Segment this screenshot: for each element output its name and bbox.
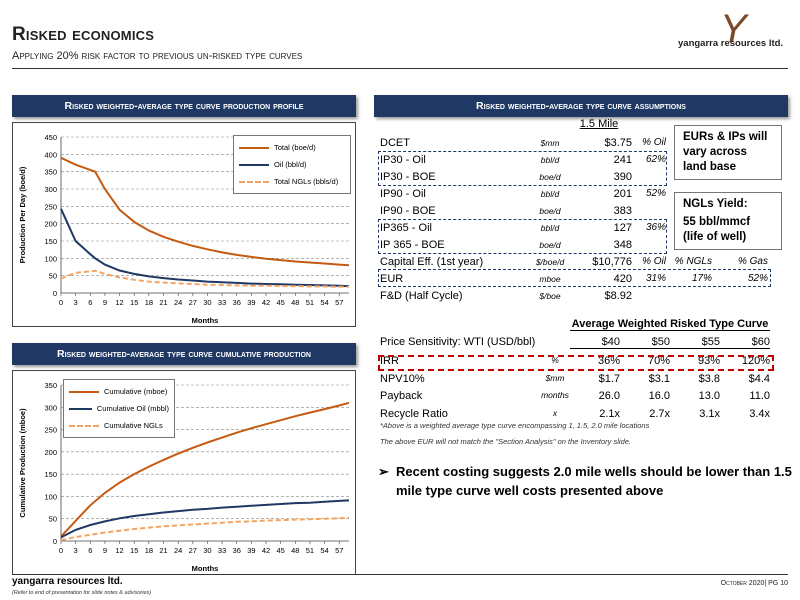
x-tick-label: 24	[173, 546, 183, 555]
assumptions-panel-header: Risked weighted-average type curve assumptions	[374, 95, 788, 117]
ip30-box	[378, 151, 667, 186]
assumption-label: IP30 - Oil	[380, 153, 426, 166]
x-tick-label: 39	[247, 298, 256, 307]
assumption-c1: % Oil	[642, 256, 666, 267]
sensitivity-value: 16.0	[648, 390, 670, 402]
x-tick-label: 45	[276, 298, 285, 307]
x-tick-label: 54	[320, 298, 329, 307]
sensitivity-label: Recycle Ratio	[380, 407, 448, 420]
production-panel-header: Risked weighted-average type curve production profile	[12, 95, 356, 117]
x-tick-label: 51	[305, 546, 315, 555]
note-eur: The above EUR will not match the "Section Analysis" on the Inventory slide.	[380, 437, 632, 446]
sensitivity-value: $1.7	[598, 372, 620, 385]
y-tick-label: 150	[44, 470, 57, 480]
x-tick-label: 21	[159, 546, 168, 555]
x-tick-label: 18	[144, 546, 154, 555]
assumption-c3: 52%	[747, 273, 768, 284]
eurs-callout: EURs & IPs will vary across land base	[674, 125, 782, 180]
assumption-value: 383	[613, 204, 632, 217]
x-tick-label: 6	[88, 546, 93, 555]
sensitivity-value: $3.8	[698, 372, 720, 385]
cumulative-chart	[12, 370, 356, 575]
x-tick-label: 36	[232, 298, 241, 307]
ngl-callout	[674, 192, 782, 250]
legend-cum-oil: Cumulative Oil (mbbl)	[69, 400, 169, 417]
assumption-unit: boe/d	[539, 171, 561, 182]
sensitivity-unit: x	[552, 407, 558, 418]
legend-oil: Oil (bbl/d)	[239, 156, 345, 173]
legend-cum-total: Cumulative (mboe)	[69, 383, 169, 400]
assumption-value: 390	[613, 170, 632, 183]
price-header: $40	[570, 336, 620, 349]
cumulative-legend	[63, 379, 175, 438]
x-tick-label: 30	[203, 546, 212, 555]
assumption-c1: 52%	[645, 188, 666, 199]
y-axis-label: Cumulative Production (mboe)	[18, 408, 27, 518]
ngl-callout-title: NGLs Yield:	[683, 198, 748, 210]
sensitivity-label: Payback	[380, 390, 423, 402]
x-tick-label: 12	[115, 298, 124, 307]
sensitivity-header: Average Weighted Risked Type Curve	[571, 318, 769, 330]
x-tick-label: 51	[305, 298, 315, 307]
x-tick-label: 15	[130, 298, 139, 307]
x-tick-label: 12	[115, 546, 124, 555]
sensitivity-value: $4.4	[748, 372, 770, 385]
y-tick-label: 200	[44, 447, 57, 457]
sensitivity-label: NPV10%	[380, 372, 425, 385]
sensitivity-value: 70%	[647, 355, 670, 367]
x-tick-label: 33	[217, 298, 227, 307]
assumption-value: $8.92	[604, 289, 632, 302]
assumption-unit: mboe	[539, 273, 561, 284]
assumption-value: 348	[613, 238, 632, 251]
production-chart	[12, 122, 356, 327]
sensitivity-unit: %	[551, 355, 559, 365]
x-tick-label: 48	[291, 298, 300, 307]
series-line-1	[61, 209, 349, 286]
sensitivity-value: 3.4x	[749, 407, 770, 420]
x-tick-label: 57	[335, 298, 344, 307]
sensitivity-value: 3.1x	[699, 407, 720, 420]
assumption-label: F&D (Half Cycle)	[380, 289, 463, 302]
assumption-value: 127	[613, 221, 632, 234]
y-tick-label: 400	[44, 150, 57, 160]
x-tick-label: 36	[232, 546, 241, 555]
footer-date-page: October 2020| PG 10	[720, 580, 788, 587]
assumption-value: $3.75	[604, 136, 632, 149]
page-subtitle: Applying 20% risk factor to previous un-risked type curves	[12, 50, 303, 62]
x-tick-label: 27	[188, 298, 197, 307]
sensitivity-value: 11.0	[749, 390, 770, 402]
price-header: $50	[620, 336, 670, 349]
x-tick-label: 21	[159, 298, 168, 307]
assumption-unit: $/boe	[539, 290, 561, 301]
assumption-c1: 36%	[645, 222, 666, 233]
x-tick-label: 3	[73, 546, 78, 555]
y-tick-label: 200	[44, 219, 57, 229]
assumption-c3: % Gas	[737, 256, 768, 267]
y-tick-label: 50	[48, 271, 57, 281]
header-rule	[12, 68, 788, 69]
x-tick-label: 57	[335, 546, 344, 555]
page-title: Risked economics	[12, 24, 155, 45]
assumption-value: 420	[613, 272, 632, 285]
y-tick-label: 100	[44, 254, 57, 264]
y-tick-label: 350	[44, 167, 57, 177]
assumptions-col-header: 1.5 Mile	[579, 118, 619, 130]
irr-highlight-box	[378, 355, 774, 371]
sensitivity-unit: $mm	[545, 372, 565, 383]
legend-total: Total (boe/d)	[239, 139, 345, 156]
assumption-label: Capital Eff. (1st year)	[380, 255, 484, 268]
legend-cum-ngls: Cumulative NGLs	[69, 417, 169, 434]
sensitivity-value: 13.0	[698, 390, 720, 402]
y-tick-label: 300	[44, 185, 57, 194]
footer-rule	[12, 574, 788, 575]
x-tick-label: 18	[144, 298, 154, 307]
x-tick-label: 45	[276, 546, 285, 555]
eur-box	[378, 269, 771, 287]
ip365-box	[378, 219, 667, 254]
sensitivity-value: 93%	[697, 355, 720, 367]
x-tick-label: 33	[217, 546, 227, 555]
sensitivity-value: 26.0	[598, 390, 620, 402]
x-tick-label: 42	[261, 298, 271, 307]
bullet-arrow-icon: ➢	[378, 464, 389, 479]
price-row	[380, 336, 772, 354]
sensitivity-label: IRR	[380, 355, 399, 367]
assumption-label: IP90 - BOE	[380, 204, 436, 217]
sensitivity-value: 120%	[741, 355, 770, 367]
footer-note: (Refer to end of presentation for slide notes & advisories)	[12, 590, 152, 596]
cumulative-panel-header: Risked weighted-average type curve cumulative production	[12, 343, 356, 365]
price-header: $55	[670, 336, 720, 349]
note-weighted: *Above is a weighted average type curve encompassing 1, 1.5, 2.0 mile locations	[380, 421, 650, 430]
production-legend	[233, 135, 351, 194]
y-tick-label: 350	[44, 381, 57, 390]
assumption-unit: bbl/d	[540, 222, 560, 233]
sensitivity-row	[380, 390, 772, 408]
y-tick-label: 250	[44, 202, 57, 212]
y-tick-label: 0	[52, 289, 57, 298]
assumption-c1: 31%	[645, 273, 666, 284]
x-tick-label: 48	[291, 546, 300, 555]
assumption-c2: % NGLs	[674, 256, 712, 267]
assumption-unit: $mm	[540, 137, 560, 148]
assumption-row	[380, 253, 770, 270]
assumption-unit: bbl/d	[540, 154, 560, 165]
y-tick-label: 0	[52, 537, 57, 546]
x-tick-label: 54	[320, 546, 329, 555]
x-tick-label: 9	[102, 546, 108, 555]
y-tick-label: 300	[44, 403, 57, 413]
y-tick-label: 150	[44, 237, 57, 246]
x-axis-label: Months	[191, 564, 219, 573]
sensitivity-row	[380, 373, 772, 391]
sensitivity-value: $3.1	[648, 372, 670, 385]
assumption-c1: % Oil	[642, 137, 666, 148]
assumption-unit: $/boe/d	[535, 256, 565, 267]
sensitivity-unit: months	[541, 390, 569, 400]
assumption-unit: boe/d	[539, 239, 561, 250]
x-tick-label: 42	[261, 546, 271, 555]
assumption-label: IP90 - Oil	[380, 187, 426, 200]
x-tick-label: 3	[73, 298, 78, 307]
assumption-c2: 17%	[691, 273, 712, 284]
company-logo	[676, 12, 792, 62]
x-tick-label: 0	[58, 546, 64, 555]
x-tick-label: 15	[130, 546, 139, 555]
assumption-label: IP365 - Oil	[380, 221, 432, 234]
x-tick-label: 0	[58, 298, 64, 307]
assumption-unit: bbl/d	[540, 188, 560, 199]
assumption-value: 201	[613, 187, 632, 200]
x-axis-label: Months	[191, 316, 219, 325]
logo-letter: Y	[720, 12, 747, 51]
sensitivity-value: 2.1x	[599, 407, 620, 420]
price-label: Price Sensitivity: WTI (USD/bbl)	[380, 336, 536, 348]
assumption-c1: 62%	[645, 154, 666, 165]
y-tick-label: 450	[44, 133, 57, 142]
legend-ngls: Total NGLs (bbls/d)	[239, 173, 345, 190]
x-tick-label: 6	[88, 298, 93, 307]
y-axis-label: Production Per Day (boe/d)	[18, 166, 27, 264]
x-tick-label: 30	[203, 298, 212, 307]
sensitivity-value: 2.7x	[649, 407, 670, 420]
assumption-value: 241	[613, 153, 632, 166]
footer-company: yangarra resources ltd.	[12, 576, 123, 587]
assumption-label: IP30 - BOE	[380, 170, 436, 183]
assumption-label: IP 365 - BOE	[380, 238, 445, 251]
bullet-text: Recent costing suggests 2.0 mile wells should be lower than 1.5 mile type curve well costs presented above	[396, 464, 792, 498]
x-tick-label: 39	[247, 546, 256, 555]
assumption-label: DCET	[380, 136, 410, 149]
x-tick-label: 9	[102, 298, 108, 307]
assumption-label: EUR	[380, 272, 404, 285]
logo-company-name: yangarra resources ltd.	[678, 38, 784, 49]
costing-bullet	[378, 462, 796, 500]
x-tick-label: 27	[188, 546, 197, 555]
assumption-value: $10,776	[592, 255, 632, 268]
y-tick-label: 50	[48, 514, 57, 524]
x-tick-label: 24	[173, 298, 183, 307]
y-tick-label: 100	[44, 492, 57, 502]
assumption-row	[380, 287, 770, 304]
ngl-callout-body: 55 bbl/mmcf (life of well)	[683, 216, 751, 243]
sensitivity-value: 36%	[597, 355, 620, 367]
assumption-unit: boe/d	[539, 205, 561, 216]
y-tick-label: 250	[44, 425, 57, 435]
price-header: $60	[720, 336, 770, 349]
